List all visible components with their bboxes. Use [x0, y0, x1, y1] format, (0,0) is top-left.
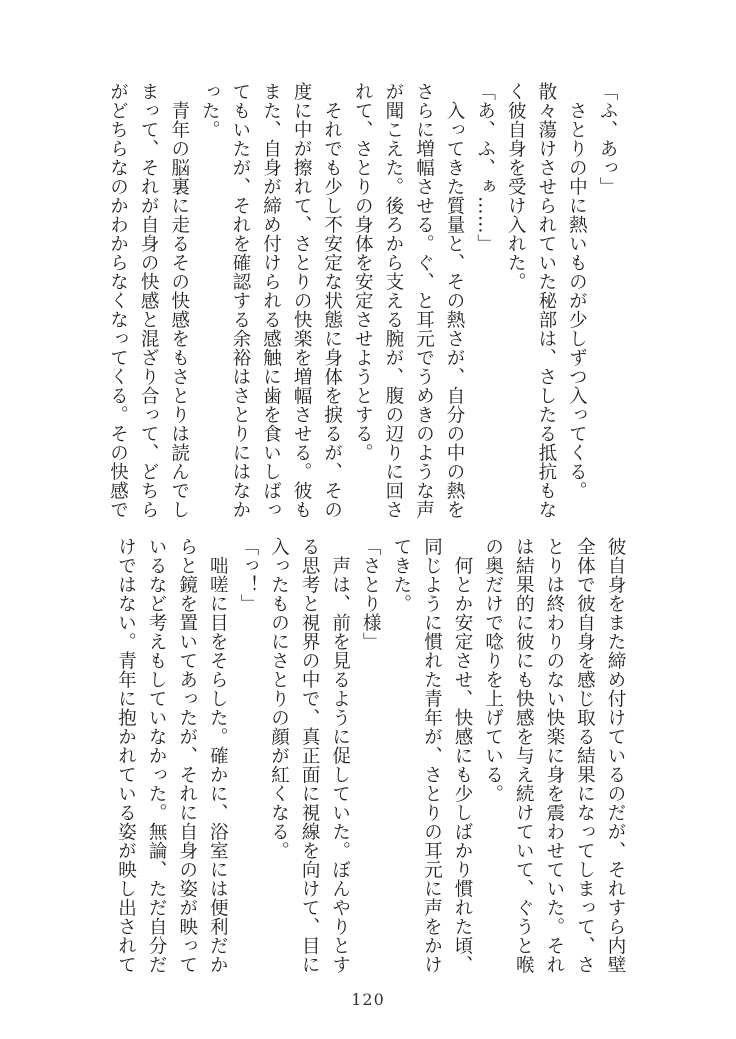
text-block-lower — [115, 537, 630, 974]
text-block-upper — [107, 82, 622, 519]
text-line: まって、それが自身の快感と混ざり合って、どちら — [138, 82, 160, 519]
text-line: 散々蕩けさせられていた秘部は、さしたる抵抗もな — [535, 82, 557, 519]
text-line: 声は、前を見るように促していた。ぼんやりとす — [329, 537, 351, 974]
text-line: また、自身が締め付けられる感触に歯を食いしばっ — [260, 82, 282, 519]
text-line: が聞こえた。後ろから支える腕が、腹の辺りに回さ — [382, 82, 404, 519]
text-line: 同じように慣れた青年が、さとりの耳元に声をかけ — [421, 537, 443, 974]
text-line: の奥だけで唸りを上げている。 — [482, 537, 504, 803]
text-line: てきた。 — [390, 537, 412, 613]
text-line: 彼自身をまた締め付けているのだが、それすら内壁 — [605, 537, 626, 974]
text-line: とりは終わりのない快楽に身を震わせていた。それ — [543, 537, 565, 974]
text-line: 「ふ、あっ」 — [597, 82, 618, 196]
text-line: 度に中が擦れて、さとりの快楽を増幅させる。彼も — [291, 82, 313, 519]
text-line: 青年の脳裏に走るその快感をもさとりは読んでし — [168, 82, 190, 519]
text-line: さらに増幅させる。ぐ、と耳元でうめきのような声 — [413, 82, 435, 519]
page-number: 120 — [351, 990, 385, 1009]
text-line: 何とか安定させ、快感にも少しばかり慣れた頃、 — [452, 537, 474, 974]
text-line: それでも少し不安定な状態に身体を捩るが、その — [321, 82, 343, 519]
text-line: てもいたが、それを確認する余裕はさとりにはなか — [229, 82, 251, 519]
text-line: がどちらなのかわからなくなってくる。その快感で — [107, 82, 129, 519]
text-line: 「あ、ふ、ぁ……」 — [474, 82, 496, 253]
text-line: さとりの中に熱いものが少しずつ入ってくる。 — [566, 82, 588, 500]
text-line: 入ってきた質量と、その熱さが、自分の中の熱を — [444, 82, 466, 519]
text-line: る思考と視界の中で、真正面に視線を向けて、目に — [299, 537, 321, 974]
text-line: った。 — [199, 82, 221, 139]
text-line: 入ったものにさとりの顔が紅くなる。 — [268, 537, 290, 860]
text-line: 全体で彼自身を感じ取る結果になってしまって、さ — [574, 537, 596, 974]
text-line: らと鏡を置いてあったが、それに自身の姿が映って — [176, 537, 198, 974]
text-line: れて、さとりの身体を安定させようとする。 — [352, 82, 374, 462]
text-line: 「さとり様」 — [360, 537, 382, 651]
text-line: 「っ！」 — [237, 537, 259, 613]
text-line: けではない。青年に抱かれている姿が映し出されて — [115, 537, 137, 974]
text-line: は結果的に彼にも快感を与え続けていて、ぐうと喉 — [513, 537, 535, 974]
text-line: く彼自身を受け入れた。 — [505, 82, 527, 291]
text-line: 咄嗟に目をそらした。確かに、浴室には便利だか — [207, 537, 229, 974]
text-line: いるなど考えもしていなかった。無論、ただ自分だ — [146, 537, 168, 974]
